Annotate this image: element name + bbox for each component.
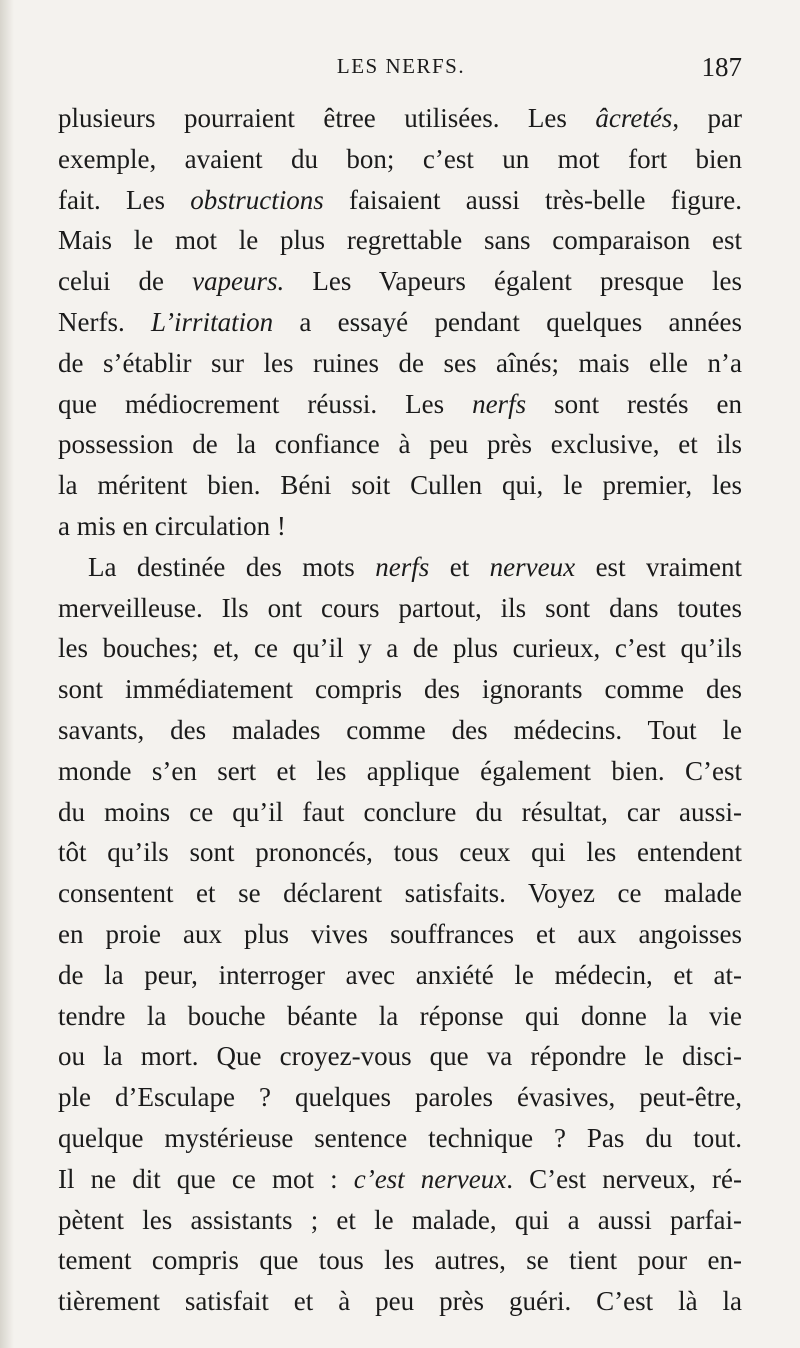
italic-term: obstructions <box>190 184 324 215</box>
text-line <box>58 751 742 792</box>
text-segment: a mis en circulation ! <box>58 510 286 541</box>
text-segment: . C’est nerveux, ré- <box>506 1163 743 1194</box>
text-line <box>58 1159 742 1200</box>
running-title: LES NERFS. <box>336 54 466 78</box>
text-segment: monde s’en sert et les applique également bien. C’est <box>58 755 742 786</box>
italic-term: âcretés <box>595 103 673 133</box>
text-segment: est vraiment <box>575 551 742 582</box>
text-segment: a essayé pendant quelques années <box>273 306 742 337</box>
text-line <box>58 302 742 343</box>
text-segment: , par <box>672 103 742 133</box>
text-line <box>58 424 742 465</box>
text-segment: quelque mystérieuse sentence technique ? Pas du tout. <box>58 1122 742 1153</box>
text-segment: ou la mort. Que croyez-vous que va répondre le disci- <box>58 1041 742 1072</box>
text-line <box>58 1077 742 1118</box>
body-text <box>58 98 742 1322</box>
text-line <box>58 1200 742 1241</box>
text-segment: faisaient aussi très-belle figure. <box>323 184 742 215</box>
text-segment: plusieurs pourraient êtree utilisées. Les <box>58 103 596 133</box>
text-line <box>58 873 742 914</box>
page-number: 187 <box>701 52 742 82</box>
text-segment: de la peur, interroger avec anxiété le médecin, et at- <box>58 959 742 990</box>
text-line <box>58 1281 742 1322</box>
text-line <box>58 710 742 751</box>
text-line <box>58 465 742 506</box>
text-segment: tôt qu’ils sont prononcés, tous ceux qui les entendent <box>58 837 742 868</box>
text-segment: ple d’Esculape ? quelques paroles évasives, peut-être, <box>58 1082 742 1113</box>
text-segment: fait. Les <box>58 184 191 215</box>
text-line <box>58 261 742 302</box>
text-segment: exemple, avaient du bon; c’est un mot fort bien <box>58 143 742 174</box>
text-line <box>58 588 742 629</box>
text-segment: possession de la confiance à peu près exclusive, et ils <box>58 429 742 460</box>
text-segment: que médiocrement réussi. Les <box>58 388 473 419</box>
text-line <box>58 1240 742 1281</box>
italic-term: c’est nerveux <box>353 1163 507 1194</box>
italic-term: vapeurs. <box>192 266 285 297</box>
text-line <box>58 180 742 221</box>
page-gutter-shadow <box>0 0 14 1348</box>
text-line <box>58 955 742 996</box>
text-segment: tement compris que tous les autres, se tient pour en- <box>58 1245 742 1276</box>
text-line <box>58 98 742 139</box>
italic-term: nerfs <box>472 388 527 419</box>
text-line <box>58 832 742 873</box>
text-segment: tièrement satisfait et à peu près guéri. C’est là la <box>58 1286 742 1317</box>
text-segment: et <box>429 551 490 582</box>
text-segment: La destinée des mots <box>88 551 376 582</box>
text-segment: la méritent bien. Béni soit Cullen qui, le premier, les <box>58 470 742 501</box>
text-segment: sont immédiatement compris des ignorants comme des <box>58 674 742 705</box>
text-line <box>58 343 742 384</box>
text-line <box>58 1118 742 1159</box>
text-segment: merveilleuse. Ils ont cours partout, ils sont dans toutes <box>58 592 742 623</box>
text-line <box>58 1036 742 1077</box>
text-line <box>58 792 742 833</box>
text-segment: tendre la bouche béante la réponse qui donne la vie <box>58 1000 742 1031</box>
text-segment: savants, des malades comme des médecins. Tout le <box>58 714 742 745</box>
text-segment: consentent et se déclarent satisfaits. Voyez ce malade <box>58 878 742 909</box>
italic-term: nerveux <box>489 551 576 582</box>
text-line <box>58 220 742 261</box>
text-segment: du moins ce qu’il faut conclure du résultat, car aussi- <box>58 796 742 827</box>
text-segment: Il ne dit que ce mot : <box>58 1163 354 1194</box>
text-line <box>58 506 742 547</box>
text-line <box>58 669 742 710</box>
text-line <box>58 628 742 669</box>
italic-term: nerfs <box>375 551 430 582</box>
text-segment: les bouches; et, ce qu’il y a de plus curieux, c’est qu’ils <box>58 633 742 664</box>
text-line <box>58 914 742 955</box>
text-segment: Nerfs. <box>58 306 152 337</box>
text-segment: Les Vapeurs égalent presque les <box>284 266 742 297</box>
text-segment: sont restés en <box>526 388 742 419</box>
text-segment: Mais le mot le plus regrettable sans comparaison est <box>58 225 742 256</box>
text-segment: celui de <box>58 266 193 297</box>
italic-term: L’irritation <box>151 306 274 337</box>
page-header <box>60 52 742 88</box>
text-line <box>58 384 742 425</box>
text-segment: en proie aux plus vives souffrances et aux angoisses <box>58 918 742 949</box>
text-segment: pètent les assistants ; et le malade, qui a aussi parfai- <box>58 1204 742 1235</box>
text-line <box>58 547 742 588</box>
text-segment: de s’établir sur les ruines de ses aînés; mais elle n’a <box>58 347 742 378</box>
text-line <box>58 996 742 1037</box>
text-line <box>58 139 742 180</box>
